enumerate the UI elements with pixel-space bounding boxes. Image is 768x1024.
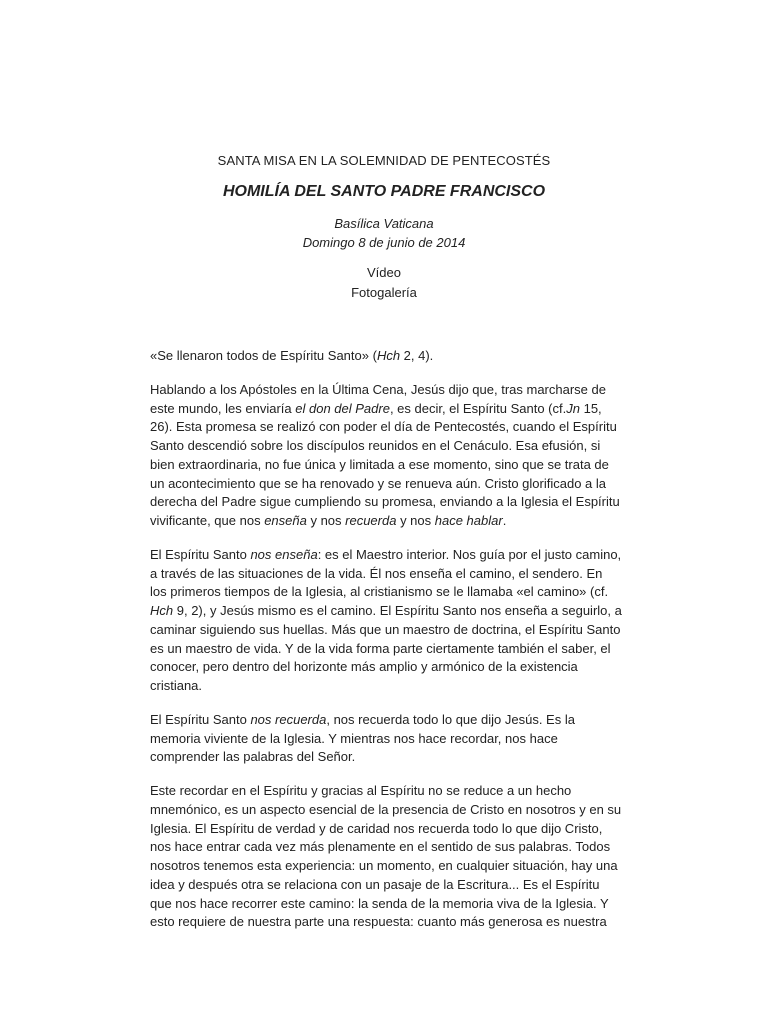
- video-link[interactable]: Vídeo: [367, 265, 401, 280]
- italic-text-run: Hch: [376, 348, 401, 363]
- text-run: El Espíritu Santo: [150, 711, 251, 727]
- text-run: Este recordar en el Espíritu y gracias al Espíritu no se reduce a un hecho mnemónico, es un aspecto esencial de la presencia de Cristo en nosotros y en su Iglesia. El Espíritu de verdad y de caridad nos recuerda todo lo que dijo Cristo, nos hace entrar cada vez más plenamente en el sentido de sus palabras. Todos nosotros tenemos esta experiencia: un momento, en cualquier situación, hay una idea y después otra se relaciona con un pasaje de la Escritura... Es el Espíritu que nos hace recorrer este camino: la senda de la memoria viva de la Iglesia. Y esto requiere de nuestra parte una respuesta: cuanto más generosa es nuestra: [150, 783, 622, 930]
- date-label: Domingo 8 de junio de 2014: [302, 234, 466, 250]
- italic-text-run: recuerda: [345, 513, 397, 528]
- text-run: y nos: [396, 513, 435, 528]
- text-run: , es decir, el Espíritu Santo (cf.: [389, 400, 567, 416]
- italic-text-run: Jn: [566, 400, 580, 416]
- text-run: Hablando a los Apóstoles en la Última Cena, Jesús dijo que, tras marcharse de este mundo, les enviaría: [150, 381, 606, 416]
- italic-text-run: nos recuerda: [250, 711, 327, 727]
- place-date-block: [0, 215, 768, 252]
- paragraph: [150, 711, 622, 767]
- document-header: [0, 152, 768, 303]
- paragraph: [150, 347, 622, 366]
- paragraph: [150, 381, 622, 531]
- text-run: : es el Maestro interior. Nos guía por el justo camino, a través de las situaciones de la vida. Él nos enseña el camino, el sendero. En los primeros tiempos de la Iglesia, al cristianismo se le llamaba «el camino» (cf.: [150, 546, 622, 600]
- text-run: .: [502, 513, 507, 528]
- italic-text-run: el don del Padre: [295, 400, 390, 416]
- text-run: 2, 4).: [400, 348, 434, 363]
- place-label: Basílica Vaticana: [334, 216, 434, 231]
- page-title: HOMILÍA DEL SANTO PADRE FRANCISCO: [222, 183, 546, 200]
- italic-text-run: Hch: [150, 603, 174, 618]
- text-run: y nos: [306, 513, 346, 528]
- photo-gallery-link[interactable]: Fotogalería: [351, 285, 417, 300]
- homily-body: [150, 347, 622, 947]
- italic-text-run: nos enseña: [250, 546, 318, 562]
- paragraph: [150, 782, 622, 932]
- text-run: , nos recuerda todo lo que dijo Jesús. Es la memoria viviente de la Iglesia. Y mientras nos hace recordar, nos hace comprender las palabras del Señor.: [150, 711, 575, 765]
- text-run: «Se llenaron todos de Espíritu Santo» (: [150, 348, 377, 363]
- text-run: El Espíritu Santo: [150, 546, 251, 562]
- media-links: [0, 263, 768, 303]
- event-kicker: SANTA MISA EN LA SOLEMNIDAD DE PENTECOSTÉS: [217, 153, 551, 168]
- paragraph: [150, 546, 622, 696]
- italic-text-run: enseña: [264, 513, 307, 528]
- text-run: 9, 2), y Jesús mismo es el camino. El Espíritu Santo nos enseña a seguirlo, a caminar siguiendo sus huellas. Más que un maestro de doctrina, el Espíritu Santo es un maestro de vida. Y de la vida forma parte ciertamente también el saber, el conocer, pero dentro del horizonte más amplio y armónico de la existencia cristiana.: [150, 603, 622, 693]
- text-run: 15, 26). Esta promesa se realizó con poder el día de Pentecostés, cuando el Espíritu Santo descendió sobre los discípulos reunidos en el Cenáculo. Esa efusión, si bien extraordinaria, no fue única y limitada a ese momento, sino que se trata de un acontecimiento que se ha renovado y se renueva aún. Cristo glorificado a la derecha del Padre sigue cumpliendo su promesa, enviando a la Iglesia el Espíritu vivificante, que nos: [150, 400, 620, 528]
- italic-text-run: hace hablar: [434, 513, 503, 528]
